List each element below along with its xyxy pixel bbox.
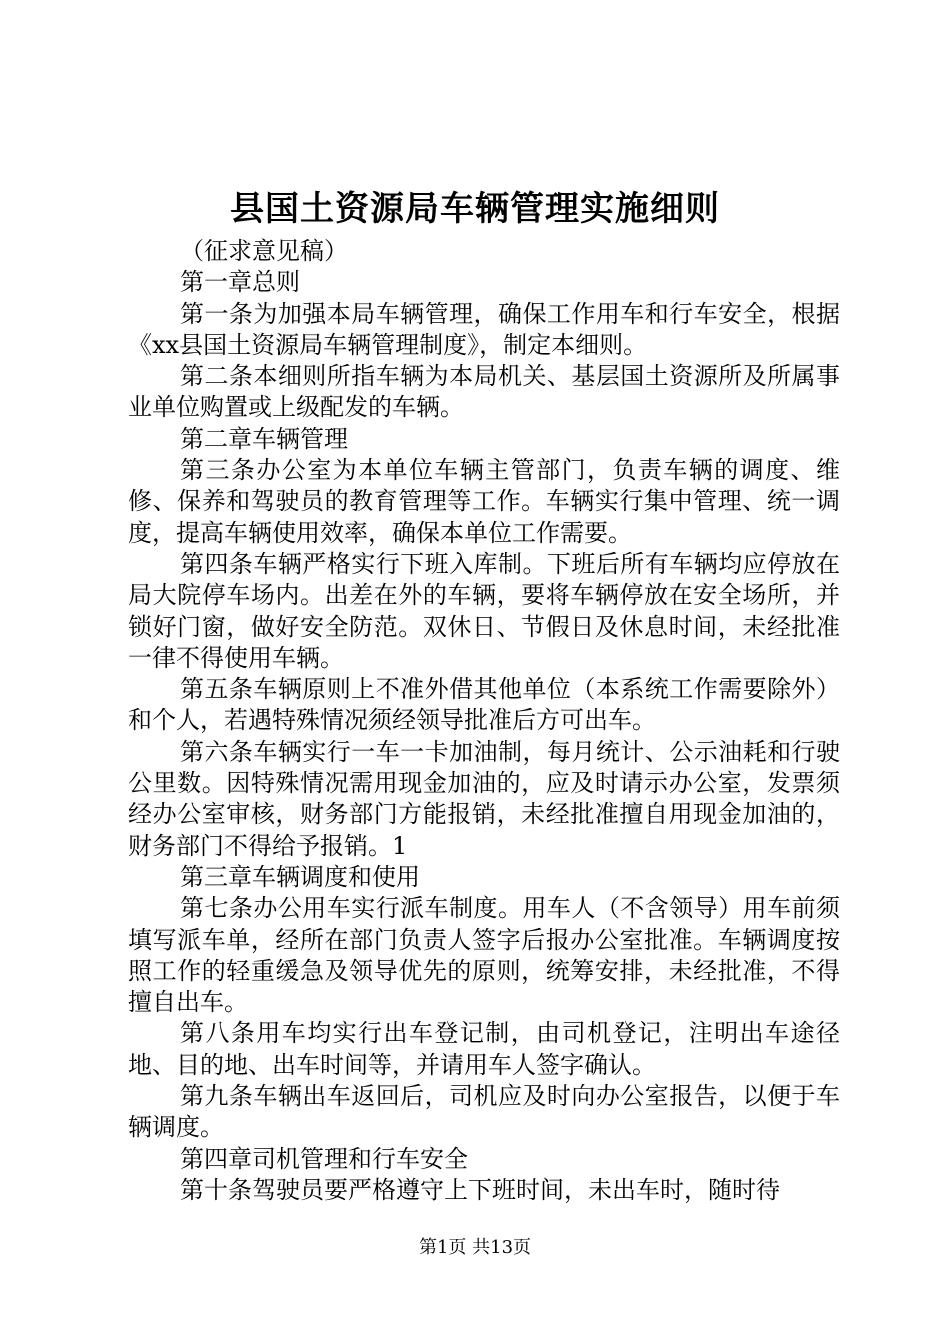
article-10: 第十条驾驶员要严格遵守上下班时间，未出车时，随时待 xyxy=(180,1175,780,1204)
article-7: 第七条办公用车实行派车制度。用车人（不含领导）用车前须填写派车单，经所在部门负责人签字后报办公室批准。车辆调度按照工作的轻重缓急及领导优先的原则，统筹安排，未经批准，不得擅自出车。 xyxy=(128,894,840,1017)
article-5: 第五条车辆原则上不准外借其他单位（本系统工作需要除外）和个人，若遇特殊情况须经领导批准后方可出车。 xyxy=(128,675,840,735)
paragraph-draft-note: （征求意见稿） xyxy=(180,237,348,265)
chapter-heading-3: 第三章车辆调度和使用 xyxy=(180,862,420,891)
chapter-heading-4: 第四章司机管理和行车安全 xyxy=(180,1144,468,1173)
article-2: 第二条本细则所指车辆为本局机关、基层国土资源所及所属事业单位购置或上级配发的车辆。 xyxy=(128,362,840,422)
chapter-heading-2: 第二章车辆管理 xyxy=(180,424,348,453)
article-4: 第四条车辆严格实行下班入库制。下班后所有车辆均应停放在局大院停车场内。出差在外的车辆，要将车辆停放在安全场所，并锁好门窗，做好安全防范。双休日、节假日及休息时间，未经批准一律不得使用车辆。 xyxy=(128,549,840,672)
page-footer: 第1页 共13页 xyxy=(418,1237,532,1258)
document-body xyxy=(128,236,840,1206)
article-6: 第六条车辆实行一车一卡加油制，每月统计、公示油耗和行驶公里数。因特殊情况需用现金加油的，应及时请示办公室，发票须经办公室审核，财务部门方能报销，未经批准擅自用现金加油的，财务部门不得给予报销。1 xyxy=(128,737,840,860)
article-3: 第三条办公室为本单位车辆主管部门，负责车辆的调度、维修、保养和驾驶员的教育管理等工作。车辆实行集中管理、统一调度，提高车辆使用效率，确保本单位工作需要。 xyxy=(128,456,840,547)
chapter-heading-1: 第一章总则 xyxy=(180,268,300,297)
article-9: 第九条车辆出车返回后，司机应及时向办公室报告，以便于车辆调度。 xyxy=(128,1082,840,1142)
article-1: 第一条为加强本局车辆管理，确保工作用车和行车安全，根据《xx县国土资源局车辆管理制度》，制定本细则。 xyxy=(128,299,840,359)
document-title: 县国土资源局车辆管理实施细则 xyxy=(230,189,720,229)
article-8: 第八条用车均实行出车登记制，由司机登记，注明出车途径地、目的地、出车时间等，并请用车人签字确认。 xyxy=(128,1019,840,1079)
